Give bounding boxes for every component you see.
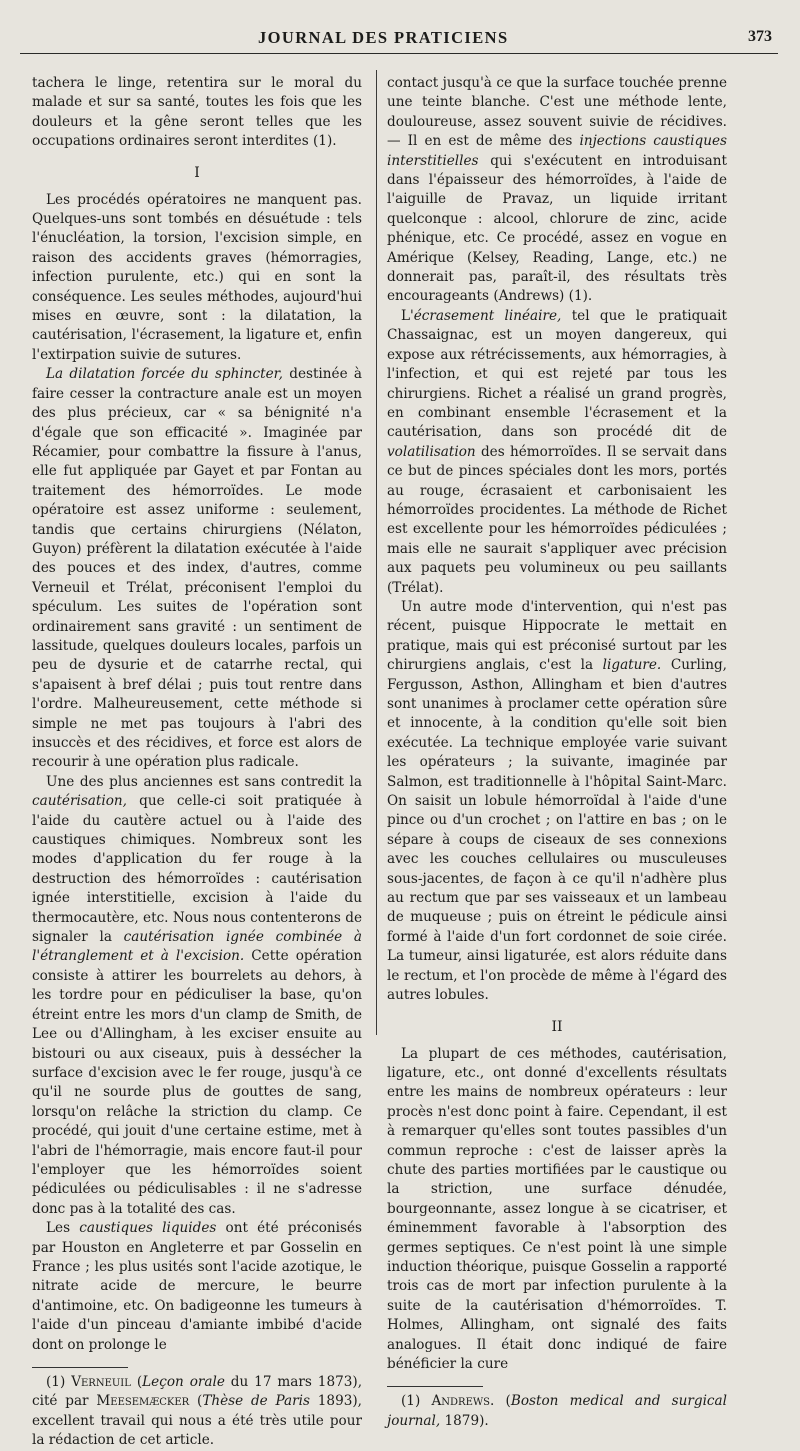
paragraph-ligature: Un autre mode d'intervention, qui n'est pas récent, puisque Hippocrate le mettait en pratique, mais qui est préconisé surtout par les chirurgiens anglais, c'est la ligature. Curling, Fergusson, Asthon, Allingham et bien d'autres sont unanimes à proclamer cette opération sûre et innocente, à la condition qu'elle soit bien exécutée. La technique employée varie suivant les opérateurs ; la suivante, imaginée par Salmon, est traditionnelle à l'hôpital Saint-Marc. On saisit un lobule hémorroïdal à l'aide d'une pince ou d'un crochet ; on l'attire en bas ; on le sépare à coups de ciseaux de ses connexions avec les couches cellulaires ou musculeuses sous-jacentes, de façon à ce qu'il n'adhère plus au rectum que par ses vaisseaux et un lambeau de muqueuse ; puis on étreint le pédicule ainsi formé à l'aide d'un fort cordonnet de soie cirée. La tumeur, ainsi ligaturée, est alors réduite dans le rectum, et l'on procède de même à l'égard des autres lobules.	[387, 598, 727, 1004]
term-cauterisation-ignee: cautérisation ignée combinée à l'étranglement et à l'excision.	[32, 929, 362, 965]
paragraph-contact: contact jusqu'à ce que la surface touchée prenne une teinte blanche. C'est une méthode lente, douloureuse, assez souvent suivie de récidives. — Il en est de même des injections caustiques interstitielles qui s'exécutent en introduisant dans l'épaisseur des hémorroïdes, à l'aide de l'aiguille de Pravaz, un liquide irritant quelconque : alcool, chlorure de zinc, acide phénique, etc. Ce procédé, assez en vogue en Amérique (Kelsey, Reading, Lange, etc.) ne donnerait pas, paraît-il, des résultats très encourageants (Andrews) (1).	[387, 75, 727, 305]
paragraph-cauterisation: Une des plus anciennes est sans contredit la cautérisation, que celle-ci soit pratiquée à l'aide du cautère actuel ou à l'aide des caustiques chimiques. Nombreux sont les modes d'application du fer rouge à la destruction des hémorroïdes : cautérisation ignée interstitielle, excision à l'aide du thermocautère, etc. Nous nous contenterons de signaler la cautérisation ignée combinée à l'étranglement et à l'excision. Cette opération consiste à attirer les bourrelets au dehors, à les tordre pour en pédiculiser la base, qu'on étreint entre les mors d'un clamp de Smith, de Lee ou d'Allingham, à les exciser ensuite au bistouri ou aux ciseaux, puis à dessécher la surface d'excision avec le fer rouge, jusqu'à ce qu'il ne sourde plus de gouttes de sang, lorsqu'on relâche la striction du clamp. Ce procédé, qui jouit d'une certaine estime, met à l'abri de l'hémorragie, mais encore faut-il pour l'employer que les hémorroïdes soient pédiculées ou pédiculisables : il ne s'adresse donc pas à la totalité des cas.	[32, 773, 362, 1217]
section-heading-i: I	[194, 164, 200, 181]
paragraph-procedes: Les procédés opératoires ne manquent pas. Quelques-uns sont tombés en désuétude : tels l'énucléation, la torsion, l'excision simple, en raison des accidents graves (hémorragies, infection purulente, etc.) qui en sont la conséquence. Les seules méthodes, aujourd'hui mises en œuvre, sont : la dilatation, la cautérisation, l'écrasement, la ligature et, enfin l'extirpation suivie de sutures.	[32, 191, 362, 363]
term-cauterisation: cautérisation,	[32, 793, 127, 810]
term-ecrasement: écrasement linéaire,	[413, 307, 562, 324]
paragraph-caustiques: Les caustiques liquides ont été préconisés par Houston en Angleterre et par Gosselin en France ; les plus usités sont l'acide azotique, le nitrate acide de mercure, le beurre d'antimoine, etc. On badigeonne les tumeurs à l'aide d'un pinceau d'amiante imbibé d'acide dont on prolonge le	[32, 1220, 363, 1353]
footnote-rule	[32, 1367, 128, 1368]
term-caustiques-liquides: caustiques liquides	[79, 1220, 217, 1237]
paragraph-ecrasement: L'écrasement linéaire, tel que le pratiquait Chassaignac, est un moyen dangereux, qui expose aux rétrécissements, aux hémorragies, à l'infection, et qui est rejeté par tous les chirurgiens. Richet a réalisé un grand progrès, en combinant ensemble l'écrasement et la cautérisation, dans son procédé dit de volatilisation des hémorroïdes. Il se servait dans ce but de pinces spéciales dont les mors, portés au rouge, écrasaient et carbonisaient les hémorroïdes procidentes. La méthode de Richet est excellente pour les hémorroïdes pédiculées ; mais elle ne saurait s'appliquer avec précision aux paquets peu volumineux ou peu saillants (Trélat).	[387, 307, 727, 596]
term-dilatation: La dilatation forcée du sphincter,	[46, 366, 283, 383]
paragraph-dilatation: La dilatation forcée du sphincter, destinée à faire cesser la contracture anale est un moyen des plus précieux, car « sa bénignité n'a d'égale que son efficacité ». Imaginée par Récamier, pour combattre la fissure à l'anus, elle fut appliquée par Gayet et par Fontan au traitement des hémorroïdes. Le mode opératoire est assez uniforme : seulement, tandis que certains chirurgiens (Nélaton, Guyon) préfèrent la dilatation exécutée à l'aide des pouces et des index, d'autres, comme Verneuil et Trélat, préconisent l'emploi du spéculum. Les suites de l'opération sont ordinairement sans gravité : un sentiment de lassitude, quelques douleurs locales, parfois un peu de dysurie et de catarrhe rectal, qui s'apaisent à bref délai ; puis tout rentre dans l'ordre. Malheureusement, cette méthode si simple ne met pas toujours à l'abri des insuccès et des récidives, et force est alors de recourir à une opération plus radicale.	[32, 366, 363, 771]
left-column	[32, 74, 362, 1451]
footnote-right: (1) Andrews. (Boston medical and surgical journal, 1879).	[387, 1393, 727, 1429]
term-injections: injections caustiques interstitielles	[387, 133, 727, 169]
running-head-title: JOURNAL DES PRATICIENS	[258, 28, 509, 47]
footnote-left: (1) Verneuil (Leçon orale du 17 mars 1873), cité par Meesemæcker (Thèse de Paris 1893), excellent travail qui nous a été très utile pour la rédaction de cet article.	[32, 1374, 363, 1449]
page-number: 373	[748, 28, 772, 45]
term-volatilisation: volatilisation	[387, 443, 476, 460]
section-heading-ii: II	[551, 1018, 563, 1035]
right-column	[387, 74, 727, 1431]
column-divider	[376, 70, 377, 1035]
footnote-rule	[387, 1386, 483, 1387]
paragraph-continuation: tachera le linge, retentira sur le moral du malade et sur sa santé, toutes les fois que les douleurs et la gêne seront telles que les occupations ordinaires seront interdites (1).	[32, 75, 362, 150]
header-rule	[20, 53, 778, 54]
term-ligature: ligature.	[602, 657, 662, 674]
paragraph-resultats: La plupart de ces méthodes, cautérisation, ligature, etc., ont donné d'excellents résultats entre les mains de nombreux opérateurs : leur procès n'est donc point à faire. Cependant, il est à remarquer qu'elles sont toutes passibles d'un commun reproche : c'est de laisser après la chute des parties mortifiées par le caustique ou la striction, une surface dénudée, bourgeonnante, assez longue à se cicatriser, et éminemment favorable à l'absorption des germes septiques. Ce n'est point là une simple induction théorique, puisque Gosselin a rapporté trois cas de mort par infection purulente à la suite de la cautérisation d'hémorroïdes. T. Holmes, Allingham, ont signalé des faits analogues. Il était donc indiqué de faire bénéficier la cure	[387, 1045, 727, 1372]
